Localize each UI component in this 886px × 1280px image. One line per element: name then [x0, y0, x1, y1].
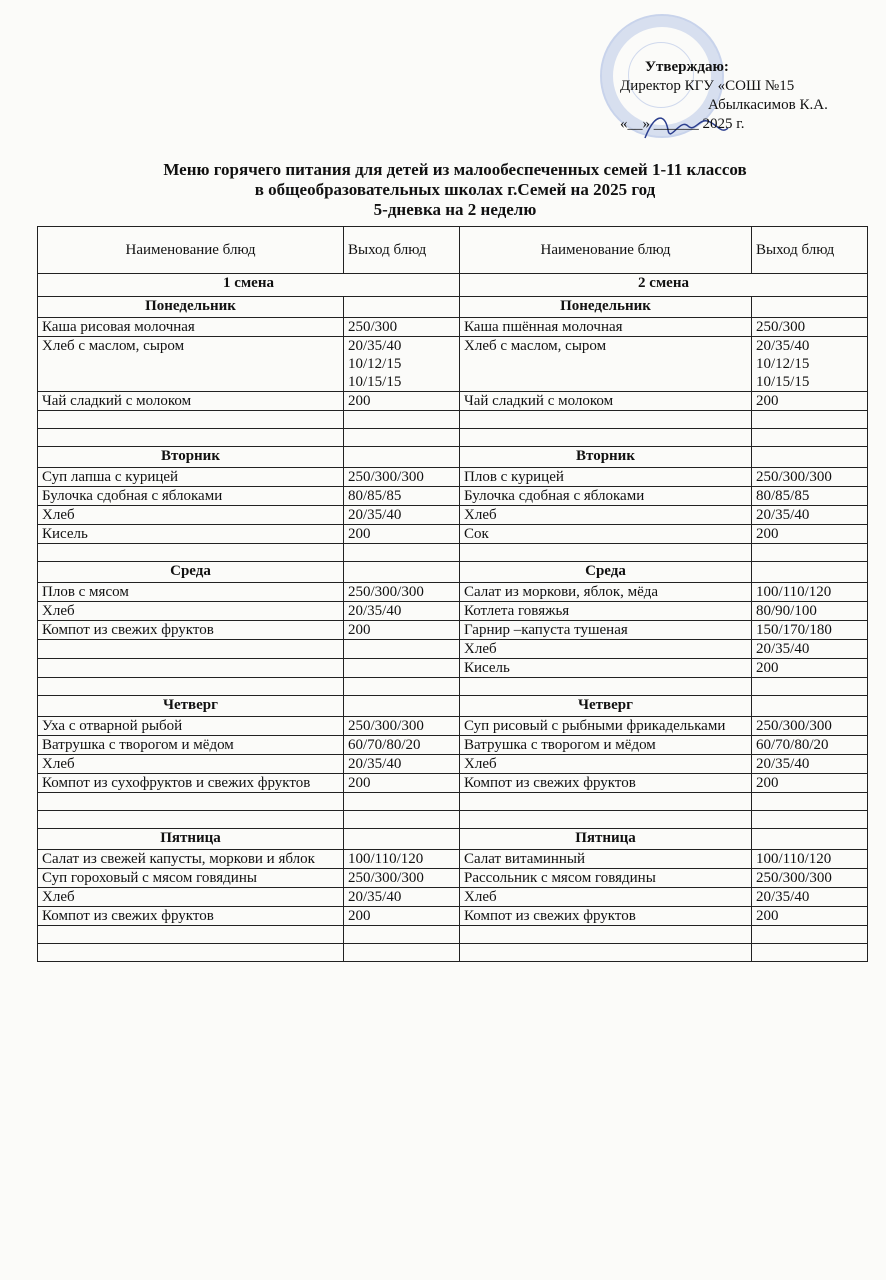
table-row [38, 468, 868, 487]
table-row [38, 392, 868, 411]
portion-shift-1: 200 [344, 621, 460, 640]
table-row [38, 907, 868, 926]
dish-name-shift-1 [38, 640, 344, 659]
portion-shift-2: 80/90/100 [752, 602, 868, 621]
empty-cell [752, 297, 868, 318]
portion-shift-2: 100/110/120 [752, 583, 868, 602]
portion-shift-2: 200 [752, 774, 868, 793]
dish-name-shift-1: Салат из свежей капусты, моркови и яблок [38, 850, 344, 869]
portion-shift-2: 250/300/300 [752, 869, 868, 888]
portion-shift-1 [344, 659, 460, 678]
table-row [38, 506, 868, 525]
portion-shift-2 [752, 337, 868, 392]
portion-shift-1: 20/35/40 [344, 602, 460, 621]
portion-shift-1: 60/70/80/20 [344, 736, 460, 755]
portion-line: 20/35/40 [756, 338, 810, 354]
title-line-3: 5-дневка на 2 неделю [373, 200, 537, 219]
empty-cell [752, 544, 868, 562]
table-row [38, 318, 868, 337]
dish-name-shift-1: Булочка сдобная с яблоками [38, 487, 344, 506]
portion-shift-2: 200 [752, 392, 868, 411]
table-row [38, 337, 868, 392]
empty-cell [344, 429, 460, 447]
portion-shift-1: 20/35/40 [344, 888, 460, 907]
day-header-row [38, 829, 868, 850]
empty-cell [344, 297, 460, 318]
empty-cell [752, 793, 868, 811]
empty-cell [460, 793, 752, 811]
day-name-shift-1: Понедельник [38, 297, 344, 318]
portion-shift-2: 200 [752, 525, 868, 544]
dish-name-shift-2: Хлеб [460, 755, 752, 774]
empty-cell [344, 829, 460, 850]
empty-cell [38, 926, 344, 944]
dish-name-shift-2: Салат из моркови, яблок, мёда [460, 583, 752, 602]
header-dish-name-2: Наименование блюд [460, 227, 752, 274]
title-line-1: Меню горячего питания для детей из малообеспеченных семей 1-11 классов [163, 160, 747, 179]
dish-name-shift-1: Хлеб [38, 888, 344, 907]
empty-cell [460, 811, 752, 829]
dish-name-shift-1: Ватрушка с творогом и мёдом [38, 736, 344, 755]
day-name-shift-1: Пятница [38, 829, 344, 850]
portion-shift-1: 250/300/300 [344, 869, 460, 888]
empty-cell [752, 829, 868, 850]
dish-name-shift-1: Хлеб [38, 602, 344, 621]
header-portion-1: Выход блюд [344, 227, 460, 274]
day-header-row [38, 297, 868, 318]
approval-block [620, 58, 870, 134]
empty-cell [38, 411, 344, 429]
shift-1-label: 1 смена [38, 274, 460, 297]
empty-cell [38, 811, 344, 829]
portion-shift-2: 200 [752, 907, 868, 926]
day-header-row [38, 562, 868, 583]
empty-cell [752, 429, 868, 447]
empty-cell [344, 944, 460, 962]
portion-shift-2: 20/35/40 [752, 755, 868, 774]
portion-shift-1: 80/85/85 [344, 487, 460, 506]
portion-shift-2: 20/35/40 [752, 506, 868, 525]
empty-cell [752, 696, 868, 717]
dish-name-shift-1: Компот из свежих фруктов [38, 907, 344, 926]
blank-row [38, 811, 868, 829]
empty-cell [344, 926, 460, 944]
dish-name-shift-2: Хлеб с маслом, сыром [460, 337, 752, 392]
empty-cell [752, 944, 868, 962]
empty-cell [38, 678, 344, 696]
dish-name-shift-2: Салат витаминный [460, 850, 752, 869]
portion-shift-1: 250/300/300 [344, 717, 460, 736]
shift-row [38, 274, 868, 297]
portion-shift-2: 200 [752, 659, 868, 678]
approval-heading: Утверждаю: [645, 59, 729, 75]
empty-cell [344, 562, 460, 583]
day-name-shift-1: Четверг [38, 696, 344, 717]
dish-name-shift-1 [38, 659, 344, 678]
table-row [38, 755, 868, 774]
dish-name-shift-1: Уха с отварной рыбой [38, 717, 344, 736]
dish-name-shift-2: Кисель [460, 659, 752, 678]
dish-name-shift-2: Гарнир –капуста тушеная [460, 621, 752, 640]
table-header-row [38, 227, 868, 274]
empty-cell [38, 544, 344, 562]
portion-shift-1: 200 [344, 525, 460, 544]
empty-cell [38, 429, 344, 447]
empty-cell [344, 544, 460, 562]
dish-name-shift-2: Булочка сдобная с яблоками [460, 487, 752, 506]
portion-shift-1: 20/35/40 [344, 506, 460, 525]
dish-name-shift-1: Хлеб [38, 506, 344, 525]
dish-name-shift-1: Суп гороховый с мясом говядины [38, 869, 344, 888]
portion-line: 20/35/40 [348, 338, 402, 354]
empty-cell [38, 793, 344, 811]
day-name-shift-1: Вторник [38, 447, 344, 468]
table-row [38, 774, 868, 793]
empty-cell [460, 411, 752, 429]
empty-cell [344, 696, 460, 717]
portion-shift-1 [344, 337, 460, 392]
dish-name-shift-2: Котлета говяжья [460, 602, 752, 621]
dish-name-shift-2: Суп рисовый с рыбными фрикадельками [460, 717, 752, 736]
day-name-shift-1: Среда [38, 562, 344, 583]
dish-name-shift-2: Каша пшённая молочная [460, 318, 752, 337]
dish-name-shift-1: Суп лапша с курицей [38, 468, 344, 487]
title-line-2: в общеобразовательных школах г.Семей на 2025 год [254, 180, 656, 199]
portion-shift-1: 250/300/300 [344, 468, 460, 487]
empty-cell [460, 544, 752, 562]
day-name-shift-2: Вторник [460, 447, 752, 468]
dish-name-shift-2: Компот из свежих фруктов [460, 774, 752, 793]
portion-shift-1: 250/300/300 [344, 583, 460, 602]
blank-row [38, 678, 868, 696]
portion-shift-1: 250/300 [344, 318, 460, 337]
empty-cell [460, 926, 752, 944]
dish-name-shift-2: Сок [460, 525, 752, 544]
empty-cell [752, 811, 868, 829]
table-row [38, 525, 868, 544]
day-name-shift-2: Понедельник [460, 297, 752, 318]
table-row [38, 621, 868, 640]
table-row [38, 888, 868, 907]
table-row [38, 487, 868, 506]
dish-name-shift-1: Хлеб [38, 755, 344, 774]
blank-row [38, 926, 868, 944]
blank-row [38, 793, 868, 811]
approval-date: «__» ______ 2025 г. [620, 116, 745, 132]
blank-row [38, 411, 868, 429]
portion-shift-1: 200 [344, 774, 460, 793]
dish-name-shift-1: Компот из свежих фруктов [38, 621, 344, 640]
portion-shift-2: 20/35/40 [752, 640, 868, 659]
dish-name-shift-1: Компот из сухофруктов и свежих фруктов [38, 774, 344, 793]
dish-name-shift-1: Кисель [38, 525, 344, 544]
portion-shift-1: 200 [344, 392, 460, 411]
dish-name-shift-1: Плов с мясом [38, 583, 344, 602]
dish-name-shift-1: Каша рисовая молочная [38, 318, 344, 337]
dish-name-shift-1: Хлеб с маслом, сыром [38, 337, 344, 392]
approval-position: Директор КГУ «СОШ №15 [620, 78, 795, 94]
table-row [38, 736, 868, 755]
dish-name-shift-2: Рассольник с мясом говядины [460, 869, 752, 888]
approval-signatory: Абылкасимов К.А. [708, 97, 828, 113]
day-name-shift-2: Четверг [460, 696, 752, 717]
portion-shift-2: 100/110/120 [752, 850, 868, 869]
table-row [38, 583, 868, 602]
header-portion-2: Выход блюд [752, 227, 868, 274]
empty-cell [344, 793, 460, 811]
portion-line: 10/12/15 [756, 356, 810, 372]
empty-cell [752, 926, 868, 944]
day-name-shift-2: Среда [460, 562, 752, 583]
empty-cell [752, 447, 868, 468]
document-title [40, 160, 870, 220]
table-row [38, 602, 868, 621]
empty-cell [460, 944, 752, 962]
portion-line: 10/12/15 [348, 356, 402, 372]
portion-line: 10/15/15 [348, 374, 402, 390]
dish-name-shift-2: Плов с курицей [460, 468, 752, 487]
dish-name-shift-2: Ватрушка с творогом и мёдом [460, 736, 752, 755]
dish-name-shift-2: Чай сладкий с молоком [460, 392, 752, 411]
dish-name-shift-2: Хлеб [460, 888, 752, 907]
portion-shift-1: 20/35/40 [344, 755, 460, 774]
portion-shift-2: 60/70/80/20 [752, 736, 868, 755]
blank-row [38, 544, 868, 562]
day-name-shift-2: Пятница [460, 829, 752, 850]
portion-shift-1: 200 [344, 907, 460, 926]
empty-cell [460, 429, 752, 447]
dish-name-shift-1: Чай сладкий с молоком [38, 392, 344, 411]
header-dish-name-1: Наименование блюд [38, 227, 344, 274]
portion-shift-2: 250/300/300 [752, 468, 868, 487]
empty-cell [752, 562, 868, 583]
shift-2-label: 2 смена [460, 274, 868, 297]
portion-shift-2: 150/170/180 [752, 621, 868, 640]
table-row [38, 659, 868, 678]
portion-shift-2: 250/300/300 [752, 717, 868, 736]
table-row [38, 640, 868, 659]
portion-shift-1: 100/110/120 [344, 850, 460, 869]
empty-cell [460, 678, 752, 696]
menu-table [37, 226, 868, 962]
table-row [38, 869, 868, 888]
dish-name-shift-2: Компот из свежих фруктов [460, 907, 752, 926]
empty-cell [752, 411, 868, 429]
day-header-row [38, 447, 868, 468]
portion-shift-1 [344, 640, 460, 659]
dish-name-shift-2: Хлеб [460, 640, 752, 659]
empty-cell [344, 447, 460, 468]
portion-shift-2: 80/85/85 [752, 487, 868, 506]
portion-shift-2: 250/300 [752, 318, 868, 337]
blank-row [38, 944, 868, 962]
day-header-row [38, 696, 868, 717]
portion-line: 10/15/15 [756, 374, 810, 390]
portion-shift-2: 20/35/40 [752, 888, 868, 907]
table-row [38, 717, 868, 736]
empty-cell [752, 678, 868, 696]
table-row [38, 850, 868, 869]
empty-cell [344, 411, 460, 429]
empty-cell [38, 944, 344, 962]
empty-cell [344, 678, 460, 696]
empty-cell [344, 811, 460, 829]
dish-name-shift-2: Хлеб [460, 506, 752, 525]
blank-row [38, 429, 868, 447]
